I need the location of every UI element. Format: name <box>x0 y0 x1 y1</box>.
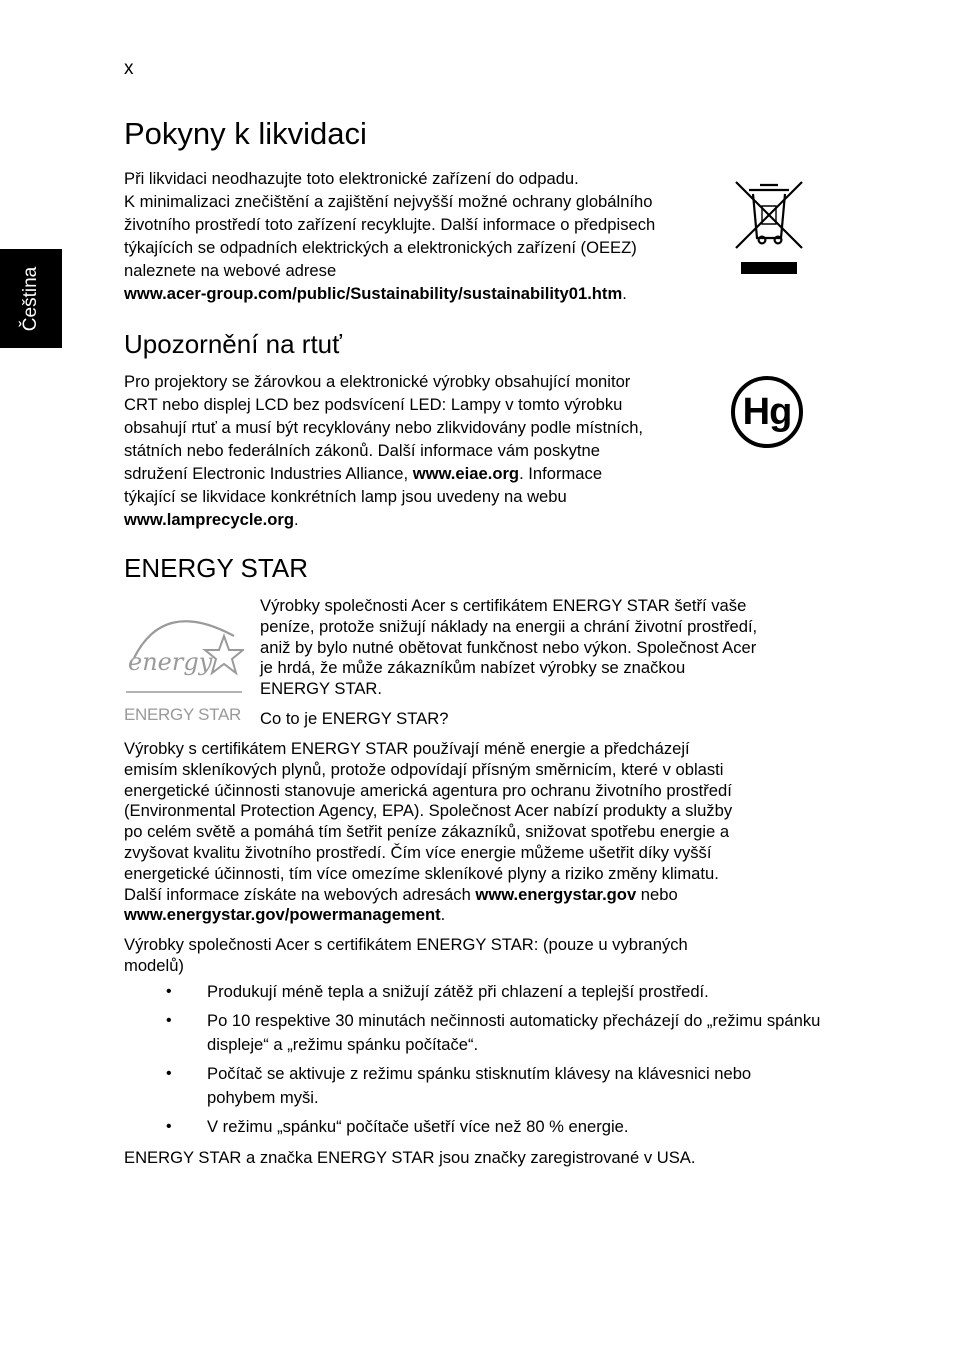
disposal-text: Při likvidaci neodhazujte toto elektronické zařízení do odpadu. K minimalizaci znečištění a zajištění nejvyšší možné ochrany globálního životního prostředí toto zařízení recyklujte. Další informace o předpisech týkajících se odpadních elektrických a elektronických zařízení (OEEZ) naleznete na webové adrese www.acer-group.com/public/Sustainability/sustainability01.htm. <box>124 169 656 303</box>
energy-star-intro: Výrobky společnosti Acer s certifikátem ENERGY STAR šetří vaše peníze, protože snižují náklady na energii a chrání životní prostředí, aniž by bylo nutné obětovat funkčnost nebo výkon. Společnost Acer je hrdá, že může zákazníkům nabízet výrobky se značkou ENERGY STAR. <box>260 596 758 699</box>
language-tab-label: Čeština <box>20 266 41 331</box>
energy-script-text: energy <box>128 648 213 676</box>
energy-star-question: Co to je ENERGY STAR? <box>260 709 449 728</box>
page-number: x <box>124 58 134 79</box>
energy-star-emblem-icon <box>124 608 244 698</box>
list-item: • Po 10 respektive 30 minutách nečinnosti automaticky přecházejí do „režimu spánku displeje“ a „režimu spánku počítače“. <box>124 1009 824 1057</box>
mercury-hg-icon: Hg <box>731 376 803 448</box>
energy-star-footer: ENERGY STAR a značka ENERGY STAR jsou značky zaregistrované v USA. <box>124 1148 696 1167</box>
disposal-title: Pokyny k likvidaci <box>124 116 367 151</box>
lamprecycle-url[interactable]: www.lamprecycle.org <box>124 510 294 529</box>
energy-star-title: ENERGY STAR <box>124 553 308 583</box>
powermanagement-url[interactable]: www.energystar.gov/powermanagement <box>124 905 441 925</box>
eiae-url[interactable]: www.eiae.org <box>412 464 520 483</box>
energy-star-logo-caption: ENERGY STAR <box>124 705 241 724</box>
energy-star-benefits-list <box>124 980 824 1144</box>
list-item: • Počítač se aktivuje z režimu spánku stisknutím klávesy na klávesnici nebo pohybem myši. <box>124 1062 824 1110</box>
energy-star-certified: Výrobky společnosti Acer s certifikátem ENERGY STAR: (pouze u vybraných modelů) <box>124 935 688 975</box>
energy-star-logo <box>124 608 244 722</box>
energy-star-body: Výrobky s certifikátem ENERGY STAR používají méně energie a předcházejí emisím skleníkových plynů, protože odpovídají přísným směrnicím, které v oblasti energetické účinnosti stanovuje americká agentura pro ochranu životního prostředí (Environmental Protection Agency, EPA). Společnost Acer nabízí produkty a služby po celém světě a pomáhá tím šetřit peníze zákazníků, snižovat spotřebu energie a zvyšovat kvalitu životního prostředí. Čím více energie můžeme ušetřit díky vyšší energetické účinnosti, tím více omezíme skleníkové plyny a riziko změny klimatu. Další informace získáte na webových adresách www.energystar.gov nebo www.energystar.gov/powermanagement. <box>124 739 733 925</box>
language-tab <box>0 249 62 348</box>
disposal-url[interactable]: www.acer-group.com/public/Sustainability/sustainability01.htm <box>124 284 623 303</box>
weee-bin-icon <box>732 178 806 276</box>
list-item: • Produkují méně tepla a snižují zátěž při chlazení a teplejší prostředí. <box>124 980 824 1004</box>
energystar-url[interactable]: www.energystar.gov <box>475 884 637 904</box>
mercury-text: Pro projektory se žárovkou a elektronické výrobky obsahující monitor CRT nebo displej LCD bez podsvícení LED: Lampy v tomto výrobku obsahují rtuť a musí být recyklovány nebo zlikvidovány podle místních, státních nebo federálních zákonů. Další informace vám poskytne sdružení Electronic Industries Alliance, www.eiae.org. Informace týkající se likvidace konkrétních lamp jsou uvedeny na webu www.lamprecycle.org. <box>124 372 644 529</box>
list-item: • V režimu „spánku“ počítače ušetří více než 80 % energie. <box>124 1115 824 1139</box>
mercury-title: Upozornění na rtuť <box>124 329 342 359</box>
